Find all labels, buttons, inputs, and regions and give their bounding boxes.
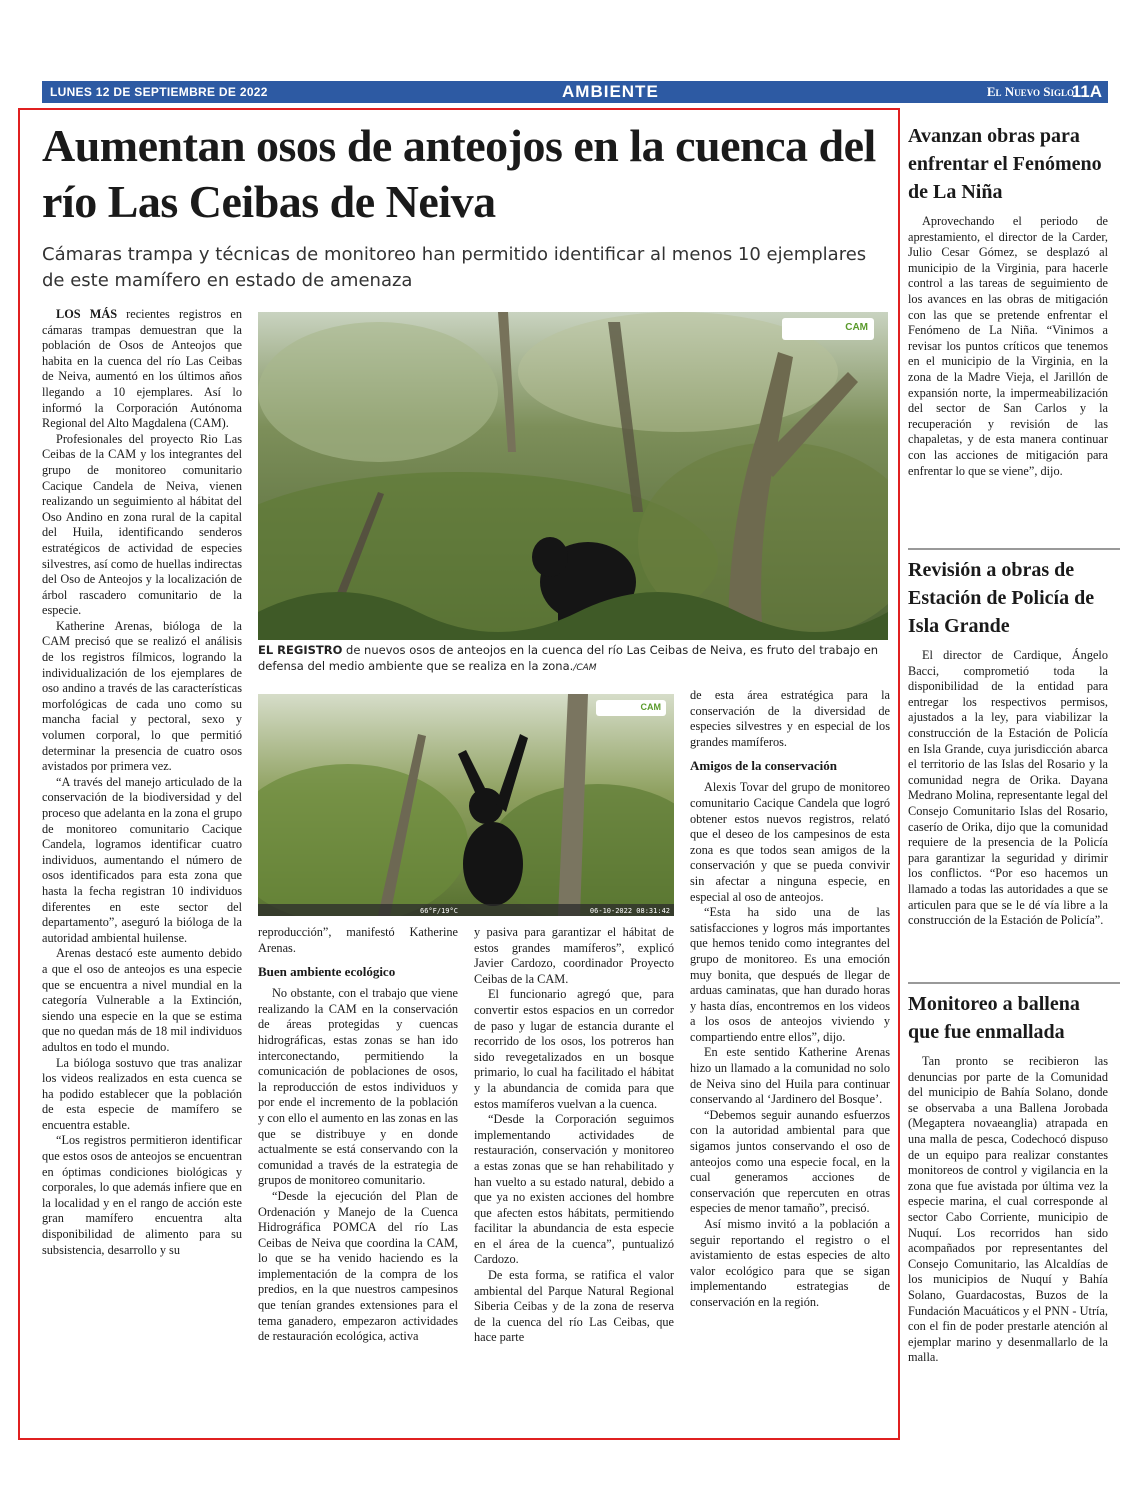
paragraph: La bióloga sostuvo que tras analizar los videos realizados en esta cuenca se ha podido establecer que la población de esta especie de mamífero se encuentra estable.: [42, 1055, 242, 1132]
subheading: Amigos de la conservación: [690, 758, 837, 774]
section-name: AMBIENTE: [562, 82, 659, 101]
camera-date-stamp: 06-10-2022 08:31:42: [589, 907, 670, 915]
article-deck: Cámaras trampa y técnicas de monitoreo han permitido identificar al menos 10 ejemplares de este mamífero en estado de amenaza: [42, 244, 867, 291]
sidebar-headline: Monitoreo a ballena que fue enmallada: [908, 993, 1080, 1043]
paragraph: “Debemos seguir aunando esfuerzos con la autoridad ambiental para que sigamos juntos conservando el oso de anteojos como una especie focal, en la cual generamos acciones de conservación que repercuten en otras especies de menor tamaño”, precisó.: [690, 1107, 890, 1216]
paragraph: El funcionario agregó que, para convertir estos espacios en un corredor de paso y lugar de estancia durante el recorrido de los osos, los potreros han sido revegetalizados en un bosque primario, lo cual ha facilitado el hábitat y la abundancia de comida para que estos mamíferos vuelvan a la cuenca.: [474, 987, 674, 1111]
cam-logo-small: CAM: [596, 700, 666, 716]
sidebar-headline: Revisión a obras de Estación de Policía de Isla Grande: [908, 559, 1095, 637]
paragraph: Arenas destacó este aumento debido a que el oso de anteojos es una especie que se encuentra a nivel mundial en la categoría Vulnerable a la Extinción, siendo una especie en la que se estima que no quedan más de 18 mil individuos adultos en todo el mundo.: [42, 946, 242, 1054]
sidebar-divider: [908, 982, 1120, 984]
page-number: 11A: [1071, 82, 1102, 101]
sidebar-story-3: [908, 990, 1108, 1366]
paragraph: de esta área estratégica para la conservación de la diversidad de especies silvestres y en especial de los grandes mamíferos.: [690, 688, 890, 749]
paragraph: En este sentido Katherine Arenas hizo un llamado a la comunidad no solo de Neiva sino del Huila para continuar conservando al ‘Jardinero del Bosque’.: [690, 1045, 890, 1107]
paragraph: “Desde la ejecución del Plan de Ordenación y Manejo de la Cuenca Hidrográfica POMCA del río Las Ceibas de Neiva que coordina la CAM, lo que se ha venido haciendo es la implementación de la compra de los predios, en la que nuestros campesinos que tenían grandes extensiones para el tema ganadero, empezaron actividades de restauración ecológica, activa: [258, 1188, 458, 1344]
paragraph: “Esta ha sido una de las satisfacciones y logros más importantes que hemos tenido como integrantes del grupo de monitoreo. Es una emoción muy bonita, que después de llegar de arduas caminatas, que han durado horas y hasta días, encontremos en los videos a los osos de anteojos viviendo y compartiendo entre ellos”, dijo.: [690, 905, 890, 1044]
caption-credit: /CAM: [573, 663, 597, 673]
sidebar-body: Aprovechando el periodo de aprestamiento, el director de la Carder, Julio Cesar Gómez, se desplazó al municipio de la Virginia, para hacerle control a las tareas de seguimiento de los avances en las obras de mitigación con las que se pretende enfrentar el Fenómeno de La Niña. “Vinimos a revisar los puntos críticos que tenemos en el municipio de la Virginia, en la zona de la Madre Vieja, el Jarillón de expansión norte, la impermeabilización del sector de San Carlos y la recuperación y revisión de las chapaletas, y de esta manera continuar con las acciones de mitigación para enfrentar lo que se viene”, dijo.: [908, 214, 1108, 478]
paragraph: “Los registros permitieron identificar que estos osos de anteojos se encuentran en óptimas condiciones biológicas y corporales, lo que además infiere que en la localidad y en el rango de acción este gran mamífero encuentra alta disponibilidad de alimento para su subsistencia, desarrollo y su: [42, 1133, 242, 1257]
sidebar-body: El director de Cardique, Ángelo Bacci, comprometió toda la disponibilidad de la entidad para entregar los respectivos permisos, ajustados a la ley, para viabilizar la construcción de la Estación de Policía en Isla Grande, cuya jurisdicción abarca el territorio de las Islas del Rosario y la comunidad negra de Orika. Dayana Medrano Molina, representante legal del Consejo Comunitario Islas del Rosario, caserío de Orika, dijo que la comunidad requiere de la presencia de la Policía para garantizar la seguridad y dirimir los conflictos. “Por eso hacemos un llamado a todas las autoridades a que se articulen para que se le dé vía libre a la construcción de la Estación de Policía”.: [908, 648, 1108, 928]
paragraph: No obstante, con el trabajo que viene realizando la CAM en la conservación de áreas protegidas y cuencas hidrográficas, estas zonas se han ido interconectando, permitiendo la comunicación de poblaciones de osos, la reproducción de estos individuos y por ende el incremento de la población y con ello el aumento en las zonas en las que se distribuye y en donde actualmente se está conservando con la comunidad a través de la estrategia de grupos de monitoreo comunitario.: [258, 986, 458, 1188]
subheading: Buen ambiente ecológico: [258, 964, 396, 980]
second-photo-bear: [258, 694, 674, 916]
paragraph: Alexis Tovar del grupo de monitoreo comunitario Cacique Candela que logró obtener estos nuevos registros, relató que el deseo de los campesinos de esta zona es que todos sean amigos de la conservación y que se pueda convivir sin afectar a ninguna especie, en especial al oso de anteojos.: [690, 780, 890, 904]
sidebar-story-2: [908, 556, 1108, 929]
caption-text: de nuevos osos de anteojos en la cuenca del río Las Ceibas de Neiva, es fruto del trabajo en defensa del medio ambiente que se realiza en la zona.: [258, 643, 879, 673]
article-column-2: [258, 925, 458, 1345]
main-photo-bear: [258, 312, 888, 640]
paragraph: reproducción”, manifestó Katherine Arenas.: [258, 925, 458, 955]
paragraph: Así mismo invitó a la población a seguir reportando el registro o el avistamiento de estas especies de alto valor ecológico para que se sigan implementando estrategias de conservación en la región.: [690, 1217, 890, 1309]
article-column-4: [690, 688, 890, 1311]
cam-logo: CAM: [782, 318, 874, 340]
sidebar-body: Tan pronto se recibieron las denuncias por parte de la Comunidad del municipio de Bahía Solano, donde se observaba a una Ballena Jorobada (Megaptera novaeanglia) atrapada en una malla de pesca, Codechocó dispuso de un equipo para realizar constantes monitoreos de control y vigilancia en la zona que fue avistada por última vez la especie marina, el cual corresponde al sector Cabo Corriente, municipio de Nuquí. Los recorridos han sido acompañados por representantes del Consejo Comunitario, las Alcaldías de los municipios de Nuquí y Bahía Solano, Guardacostas, Buzos de la Fundación Macuáticos y el PNN - Utría, con el fin de poder prestarle atención al ejemplar marino y desenmallarlo de la malla.: [908, 1054, 1108, 1365]
photo-caption: [258, 642, 888, 676]
sidebar-story-1: [908, 122, 1108, 479]
article-column-1: [42, 307, 242, 1258]
sidebar-divider: [908, 548, 1120, 550]
paragraph: “Desde la Corporación seguimos implementando actividades de restauración, conservación y monitoreo a estas zonas que se han rehabilitado y han vuelto a su estado natural, debido a que ya no existen acciones del hombre que afecten estos hábitats, permitiendo facilitar la abundancia de esta especie en el área de la cuenca”, puntualizó Cardozo.: [474, 1112, 674, 1267]
newspaper-brand: El Nuevo Siglo: [986, 84, 1074, 99]
paragraph: Katherine Arenas, bióloga de la CAM precisó que se realizó el análisis de los registros fílmicos, logrando la individualización de los ejemplares de oso andino a través de las características morfológicas de cada uno como su mancha facial y pectoral, sexo y volumen corporal, lo que permitió determinar la presencia de cuatro osos avistados por primera vez.: [42, 618, 242, 774]
article-headline: Aumentan osos de anteojos en la cuenca del río Las Ceibas de Neiva: [42, 120, 876, 227]
lead-in: LOS MÁS: [56, 307, 118, 321]
issue-date: LUNES 12 DE SEPTIEMBRE DE 2022: [50, 85, 268, 99]
camera-temperature-stamp: 66°F/19°C: [420, 907, 458, 915]
paragraph: y pasiva para garantizar el hábitat de estos grandes mamíferos”, explicó Javier Cardozo, coordinador Proyecto Ceibas de la CAM.: [474, 925, 674, 986]
paragraph: “A través del manejo articulado de la conservación de la biodiversidad y del proceso que adelanta en la zona el grupo de monitoreo comunitario Cacique Candela, logramos identificar cuatro individuos, aumentando el número de osos identificados para esta zona que hasta la fecha registran 10 individuos diferentes en este sector del departamento”, aseguró la bióloga de la autoridad ambiental huilense.: [42, 774, 242, 945]
caption-lead: EL REGISTRO: [258, 643, 343, 657]
paragraph: recientes registros en cámaras trampas demuestran que la población de Osos de Anteojos que habita en la cuenca del río Las Ceibas de Neiva, aumentó en los últimos años llegando a 10 ejemplares. Así lo informó la Corporación Autónoma Regional del Alto Magdalena (CAM).: [42, 307, 243, 431]
paragraph: Profesionales del proyecto Rio Las Ceibas de la CAM y los integrantes del grupo de monitoreo comunitario Cacique Candela de Neiva, vienen realizando un seguimiento al hábitat del Oso Andino en zona rural de la capital del Huila, identificando senderos estratégicos de actividad de especies silvestres, así como de huellas indirectas del Oso de Anteojos y la localización de árbol rascadero comunitario de la especie.: [42, 431, 242, 618]
page-header-bar: [42, 81, 1108, 103]
sidebar-headline: Avanzan obras para enfrentar el Fenómeno de La Niña: [908, 125, 1102, 203]
article-column-3: [474, 925, 674, 1346]
paragraph: De esta forma, se ratifica el valor ambiental del Parque Natural Regional Siberia Ceibas y de la zona de reserva de la cuenca del río Las Ceibas, que hace parte: [474, 1268, 674, 1345]
